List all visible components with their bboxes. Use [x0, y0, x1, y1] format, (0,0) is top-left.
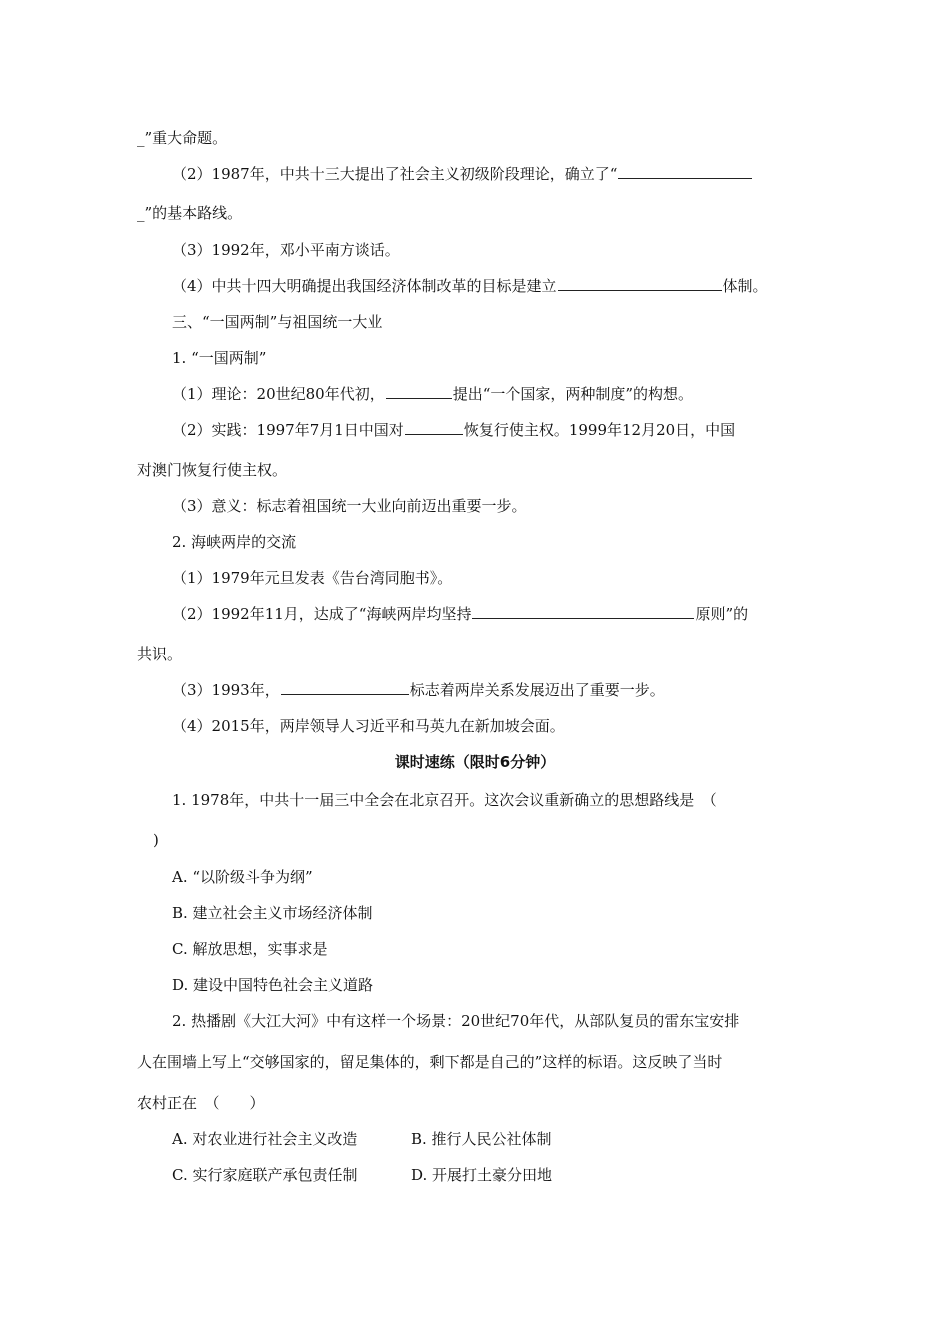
subsection-heading: 2. 海峡两岸的交流: [172, 533, 297, 551]
text-line: （3）1993年， 标志着两岸关系发展迈出了重要一步。: [172, 681, 665, 699]
option-d: D. 开展打土豪分田地: [411, 1166, 553, 1184]
text-line: （2）1992年11月，达成了“海峡两岸均坚持 原则”的: [172, 605, 749, 623]
text-line: （3）1992年，邓小平南方谈话。: [172, 241, 400, 259]
text-line: （3）意义：标志着祖国统一大业向前迈出重要一步。: [172, 497, 527, 515]
question-2-line: 农村正在 （ ）: [137, 1094, 265, 1112]
question-2: 2. 热播剧《大江大河》中有这样一个场景：20世纪70年代，从部队复员的雷东宝安排: [172, 1012, 740, 1030]
text-line: （1）理论：20世纪80年代初， 提出“一个国家，两种制度”的构想。: [172, 385, 694, 403]
text-line: 对澳门恢复行使主权。: [137, 461, 288, 479]
option-b: B. 推行人民公社体制: [411, 1130, 552, 1148]
option-a: A. 对农业进行社会主义改造: [172, 1130, 358, 1148]
text-line: _”重大命题。: [137, 129, 228, 147]
option-c: C. 解放思想，实事求是: [172, 940, 328, 958]
fill-blank: [618, 177, 752, 179]
option-b: B. 建立社会主义市场经济体制: [172, 904, 373, 922]
section-heading: 三、“一国两制”与祖国统一大业: [172, 313, 383, 331]
fill-blank: [405, 433, 463, 435]
question-1-paren: ): [153, 831, 159, 849]
text-line: （2）1987年，中共十三大提出了社会主义初级阶段理论，确立了“: [172, 164, 753, 184]
fill-blank: [386, 397, 452, 399]
question-1: 1. 1978年，中共十一届三中全会在北京召开。这次会议重新确立的思想路线是 （: [172, 791, 717, 809]
option-c: C. 实行家庭联产承包责任制: [172, 1166, 358, 1184]
fill-blank: [558, 289, 722, 291]
option-d: D. 建设中国特色社会主义道路: [172, 976, 374, 994]
text-line: （4）中共十四大明确提出我国经济体制改革的目标是建立 体制。: [172, 277, 768, 295]
text-line: （4）2015年，两岸领导人习近平和马英九在新加坡会面。: [172, 717, 565, 735]
text-line: _”的基本路线。: [137, 204, 243, 222]
question-2-line: 人在围墙上写上“交够国家的，留足集体的，剩下都是自己的”这样的标语。这反映了当时: [137, 1053, 723, 1071]
subsection-heading: 1. “一国两制”: [172, 349, 267, 367]
option-a: A. “以阶级斗争为纲”: [172, 868, 313, 886]
text-line: （1）1979年元旦发表《告台湾同胞书》。: [172, 569, 453, 587]
exercise-heading: 课时速练（限时6分钟）: [394, 753, 556, 771]
fill-blank: [472, 617, 694, 619]
text-line: （2）实践：1997年7月1日中国对 恢复行使主权。1999年12月20日，中国: [172, 421, 736, 439]
fill-blank: [281, 693, 409, 695]
text-line: 共识。: [137, 645, 183, 663]
